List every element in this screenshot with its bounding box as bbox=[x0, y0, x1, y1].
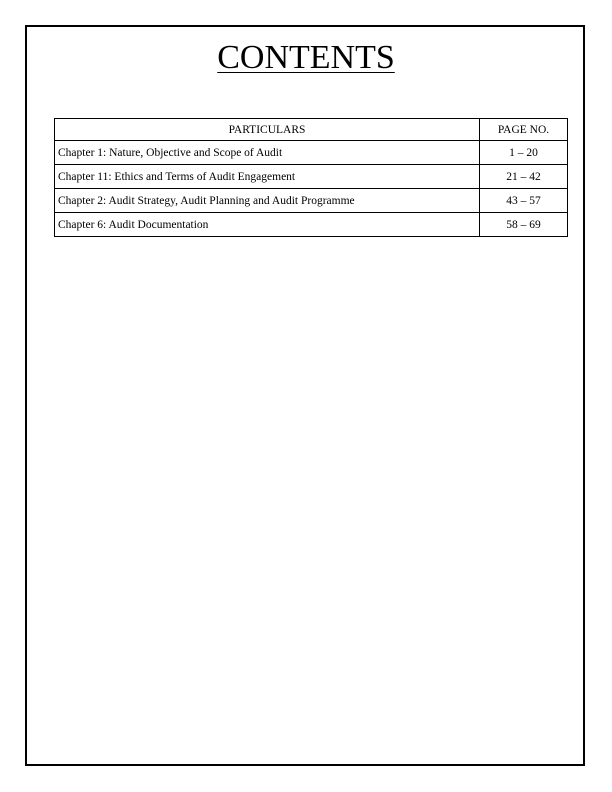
table-row bbox=[55, 189, 568, 213]
chapter-title: Chapter 11: Ethics and Terms of Audit Engagement bbox=[55, 165, 480, 189]
table-row bbox=[55, 165, 568, 189]
table-row bbox=[55, 213, 568, 237]
particulars-header: PARTICULARS bbox=[55, 119, 480, 141]
chapter-title: Chapter 1: Nature, Objective and Scope of Audit bbox=[55, 141, 480, 165]
page-range: 21 – 42 bbox=[480, 165, 568, 189]
page-no-header: PAGE NO. bbox=[480, 119, 568, 141]
chapter-title: Chapter 2: Audit Strategy, Audit Planning and Audit Programme bbox=[55, 189, 480, 213]
page-range: 1 – 20 bbox=[480, 141, 568, 165]
contents-table bbox=[54, 118, 568, 237]
table-header-row bbox=[55, 119, 568, 141]
page-range: 43 – 57 bbox=[480, 189, 568, 213]
page-range: 58 – 69 bbox=[480, 213, 568, 237]
table-row bbox=[55, 141, 568, 165]
chapter-title: Chapter 6: Audit Documentation bbox=[55, 213, 480, 237]
page-title: CONTENTS bbox=[217, 39, 395, 76]
